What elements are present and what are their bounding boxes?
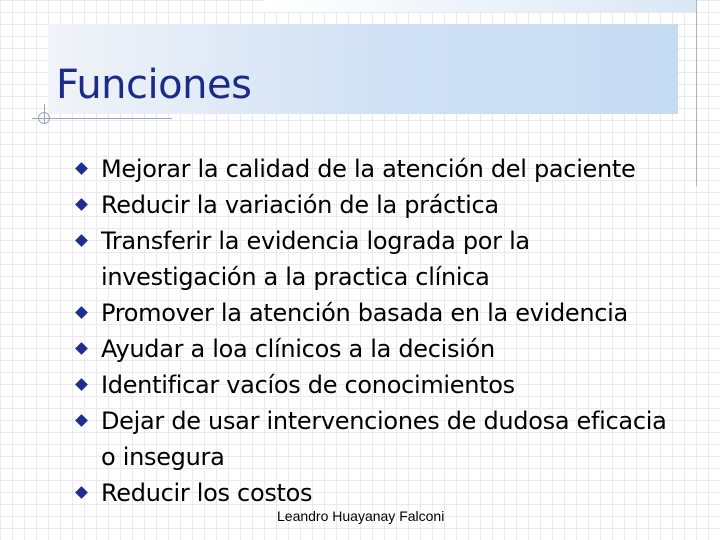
bullet-item (76, 403, 686, 475)
bullet-list (76, 151, 686, 511)
diamond-bullet-icon (75, 306, 88, 319)
bullet-text: Dejar de usar intervenciones de dudosa eficacia o insegura (101, 407, 667, 471)
title-underline (32, 118, 172, 119)
bullet-text: Reducir los costos (101, 479, 313, 507)
slide-title: Funciones (56, 62, 252, 108)
bullet-text: Transferir la evidencia lograda por la investigación a la practica clínica (101, 227, 530, 291)
diamond-bullet-icon (75, 234, 88, 247)
title-circle-ornament (38, 112, 50, 124)
diamond-bullet-icon (75, 486, 88, 499)
bullet-item (76, 475, 686, 511)
bullet-text: Ayudar a loa clínicos a la decisión (101, 335, 495, 363)
bullet-item (76, 151, 686, 187)
bullet-item (76, 187, 686, 223)
diamond-bullet-icon (75, 342, 88, 355)
bullet-item (76, 331, 686, 367)
bullet-text: Reducir la variación de la práctica (101, 191, 499, 219)
bullet-text: Mejorar la calidad de la atención del paciente (101, 155, 636, 183)
slide-footer: Leandro Huayanay Falconi (277, 508, 445, 524)
diamond-bullet-icon (75, 378, 88, 391)
bullet-item (76, 223, 686, 295)
right-decoration-line (696, 0, 697, 186)
diamond-bullet-icon (75, 198, 88, 211)
diamond-bullet-icon (75, 162, 88, 175)
diamond-bullet-icon (75, 414, 88, 427)
bullet-text: Identificar vacíos de conocimientos (101, 371, 515, 399)
top-decoration-band (264, 0, 696, 12)
bullet-text: Promover la atención basada en la evidencia (101, 299, 628, 327)
bullet-item (76, 367, 686, 403)
bullet-item (76, 295, 686, 331)
